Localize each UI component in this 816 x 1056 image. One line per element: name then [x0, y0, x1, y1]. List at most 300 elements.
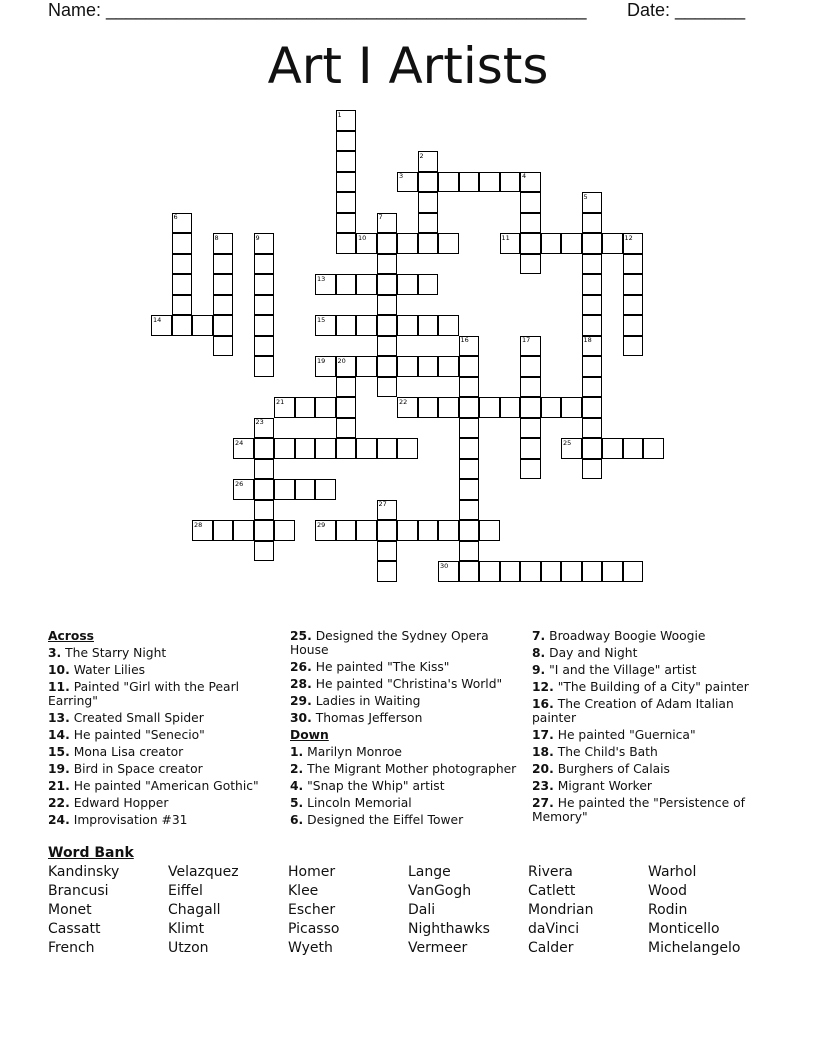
grid-cell[interactable]: [336, 377, 357, 398]
word-bank-word: Velazquez: [168, 864, 239, 880]
grid-cell[interactable]: [438, 520, 459, 541]
grid-cell[interactable]: [582, 438, 603, 459]
grid-cell[interactable]: [377, 315, 398, 336]
word-bank-word: Michelangelo: [648, 940, 741, 956]
grid-cell[interactable]: [213, 520, 234, 541]
grid-cell[interactable]: [172, 295, 193, 316]
down-heading: Down: [290, 728, 329, 742]
clue-text: Broadway Boogie Woogie: [545, 629, 706, 643]
clue-item: [532, 697, 764, 725]
grid-cell[interactable]: [377, 295, 398, 316]
word-bank-column: [288, 863, 408, 958]
clue-text: He painted "Christina's World": [311, 677, 503, 691]
clue-text: Day and Night: [545, 646, 638, 660]
grid-cell[interactable]: [582, 397, 603, 418]
grid-cell[interactable]: [479, 397, 500, 418]
clue-text: The Starry Night: [61, 646, 167, 660]
grid-cell[interactable]: [582, 274, 603, 295]
clue-number-label: 3.: [48, 646, 62, 660]
grid-cell[interactable]: [254, 438, 275, 459]
clue-number: 26: [235, 479, 244, 488]
clue-number-label: 12.: [532, 680, 554, 694]
clue-text: The Child's Bath: [553, 745, 658, 759]
clue-item: [48, 745, 280, 759]
clue-number: 29: [317, 520, 326, 529]
word-bank-word: Calder: [528, 940, 574, 956]
grid-cell[interactable]: [582, 295, 603, 316]
clue-item: [48, 711, 280, 725]
grid-cell[interactable]: [520, 254, 541, 275]
grid-cell[interactable]: [254, 274, 275, 295]
grid-cell[interactable]: [336, 192, 357, 213]
clue-item: [48, 796, 280, 810]
grid-cell[interactable]: [582, 459, 603, 480]
word-bank-word: Monet: [48, 902, 92, 918]
clue-number: 8: [214, 233, 219, 242]
grid-cell[interactable]: [397, 520, 418, 541]
grid-cell[interactable]: [356, 315, 377, 336]
grid-cell[interactable]: [254, 254, 275, 275]
grid-cell[interactable]: [418, 356, 439, 377]
grid-cell[interactable]: [397, 315, 418, 336]
grid-cell[interactable]: [520, 356, 541, 377]
grid-cell[interactable]: [172, 254, 193, 275]
grid-cell[interactable]: [397, 233, 418, 254]
clue-number: 6: [173, 213, 178, 221]
clue-number: 12: [624, 233, 633, 242]
word-bank-column: [408, 863, 528, 958]
clues-column-1: [48, 629, 280, 830]
clue-number-label: 7.: [532, 629, 546, 643]
grid-cell[interactable]: [254, 336, 275, 357]
grid-cell[interactable]: [356, 520, 377, 541]
clue-item: [532, 745, 764, 759]
grid-cell[interactable]: [582, 418, 603, 439]
clue-text: Water Lilies: [69, 663, 146, 677]
grid-cell[interactable]: [377, 541, 398, 562]
grid-cell[interactable]: [315, 438, 336, 459]
clue-item: [532, 728, 764, 742]
grid-cell[interactable]: [459, 561, 480, 582]
clue-number-label: 8.: [532, 646, 546, 660]
grid-cell[interactable]: [602, 561, 623, 582]
grid-cell[interactable]: [602, 438, 623, 459]
clue-text: He painted "Guernica": [553, 728, 696, 742]
grid-cell[interactable]: [561, 397, 582, 418]
grid-cell[interactable]: [254, 315, 275, 336]
grid-cell[interactable]: [336, 438, 357, 459]
grid-cell[interactable]: [377, 274, 398, 295]
grid-cell[interactable]: [213, 254, 234, 275]
grid-cell[interactable]: [254, 541, 275, 562]
clue-item: [532, 779, 764, 793]
word-bank-column: [48, 863, 168, 958]
clue-item: [48, 813, 280, 827]
grid-cell[interactable]: [479, 561, 500, 582]
grid-cell[interactable]: [520, 459, 541, 480]
clue-number: 4: [522, 172, 527, 180]
clue-number: 16: [460, 336, 469, 344]
grid-cell[interactable]: [438, 397, 459, 418]
grid-cell[interactable]: [336, 172, 357, 193]
grid-cell[interactable]: [520, 418, 541, 439]
clue-text: "Snap the Whip" artist: [303, 779, 445, 793]
clue-number: 23: [255, 418, 264, 426]
grid-cell[interactable]: [274, 438, 295, 459]
grid-cell[interactable]: [377, 561, 398, 582]
word-bank-word: Catlett: [528, 883, 576, 899]
clue-text: He painted the "Persistence of Memory": [532, 796, 745, 824]
clue-text: Bird in Space creator: [69, 762, 203, 776]
clue-number-label: 11.: [48, 680, 70, 694]
clue-text: The Creation of Adam Italian painter: [532, 697, 734, 725]
grid-cell[interactable]: [459, 541, 480, 562]
clue-number: 11: [501, 233, 510, 242]
clue-item: [290, 677, 522, 691]
word-bank-word: Wood: [648, 883, 688, 899]
grid-cell[interactable]: [254, 295, 275, 316]
clue-number-label: 16.: [532, 697, 554, 711]
grid-cell[interactable]: [418, 520, 439, 541]
grid-cell[interactable]: [500, 397, 521, 418]
grid-cell[interactable]: [336, 274, 357, 295]
clue-number: 30: [440, 561, 449, 570]
grid-cell[interactable]: [377, 356, 398, 377]
word-bank-word: Vermeer: [408, 940, 468, 956]
clue-text: He painted "American Gothic": [69, 779, 259, 793]
clue-number: 3: [399, 172, 404, 180]
grid-cell[interactable]: [254, 459, 275, 480]
grid-cell[interactable]: [459, 500, 480, 521]
clue-number-label: 13.: [48, 711, 70, 725]
grid-cell[interactable]: [520, 213, 541, 234]
clue-item: [532, 663, 764, 677]
grid-cell[interactable]: [418, 172, 439, 193]
grid-cell[interactable]: [336, 397, 357, 418]
grid-cell[interactable]: [418, 397, 439, 418]
clue-text: Mona Lisa creator: [69, 745, 184, 759]
grid-cell[interactable]: [541, 561, 562, 582]
word-bank-word: daVinci: [528, 921, 580, 937]
clue-number-label: 21.: [48, 779, 70, 793]
clue-item: [290, 796, 522, 810]
clue-text: Painted "Girl with the Pearl Earring": [48, 680, 240, 708]
grid-cell[interactable]: [254, 356, 275, 377]
clue-text: Designed the Sydney Opera House: [290, 629, 489, 657]
clue-number: 25: [563, 438, 572, 447]
grid-cell[interactable]: [459, 459, 480, 480]
grid-cell[interactable]: [377, 254, 398, 275]
word-bank-word: Cassatt: [48, 921, 101, 937]
grid-cell[interactable]: [418, 274, 439, 295]
grid-cell[interactable]: [336, 233, 357, 254]
clue-number: 10: [358, 233, 367, 242]
clue-number: 2: [419, 151, 424, 160]
grid-cell[interactable]: [377, 438, 398, 459]
clue-number-label: 19.: [48, 762, 70, 776]
clue-item: [290, 711, 522, 725]
grid-cell[interactable]: [459, 438, 480, 459]
grid-cell[interactable]: [315, 397, 336, 418]
grid-cell[interactable]: [623, 315, 644, 336]
grid-cell[interactable]: [254, 500, 275, 521]
grid-cell[interactable]: [213, 295, 234, 316]
clue-number-label: 20.: [532, 762, 554, 776]
clue-item: [290, 629, 522, 657]
grid-cell[interactable]: [520, 397, 541, 418]
clue-number-label: 17.: [532, 728, 554, 742]
clue-number: 15: [317, 315, 326, 324]
grid-cell[interactable]: [213, 274, 234, 295]
clue-item: [290, 762, 522, 776]
clue-text: Ladies in Waiting: [311, 694, 421, 708]
clue-number: 5: [583, 192, 588, 201]
grid-cell[interactable]: [377, 377, 398, 398]
grid-cell[interactable]: [643, 438, 664, 459]
grid-cell[interactable]: [356, 356, 377, 377]
grid-cell[interactable]: [459, 377, 480, 398]
grid-cell[interactable]: [479, 520, 500, 541]
clue-number: 24: [235, 438, 244, 447]
clue-number: 14: [153, 315, 162, 324]
word-bank-heading: Word Bank: [48, 845, 134, 861]
grid-cell[interactable]: [336, 315, 357, 336]
grid-cell[interactable]: [377, 233, 398, 254]
grid-cell[interactable]: [172, 315, 193, 336]
clue-number: 1: [337, 110, 342, 119]
clue-number: 27: [378, 500, 387, 508]
word-bank-word: Eiffel: [168, 883, 203, 899]
grid-cell[interactable]: [623, 561, 644, 582]
grid-cell[interactable]: [295, 397, 316, 418]
clue-number: 19: [317, 356, 326, 365]
clue-number-label: 23.: [532, 779, 554, 793]
grid-cell[interactable]: [479, 172, 500, 193]
grid-cell[interactable]: [438, 356, 459, 377]
word-bank-word: Warhol: [648, 864, 697, 880]
clue-item: [48, 779, 280, 793]
clue-number-label: 10.: [48, 663, 70, 677]
grid-cell[interactable]: [500, 561, 521, 582]
clue-item: [290, 779, 522, 793]
clue-number: 17: [522, 336, 531, 344]
clue-text: Burghers of Calais: [553, 762, 670, 776]
grid-cell[interactable]: [397, 356, 418, 377]
clue-number-label: 29.: [290, 694, 312, 708]
grid-cell[interactable]: [459, 172, 480, 193]
clue-item: [290, 694, 522, 708]
word-bank-word: Klee: [288, 883, 319, 899]
clue-item: [532, 680, 764, 694]
grid-cell[interactable]: [418, 233, 439, 254]
clue-text: "The Building of a City" painter: [553, 680, 749, 694]
clue-number-label: 4.: [290, 779, 304, 793]
grid-cell[interactable]: [356, 274, 377, 295]
word-bank-word: Rivera: [528, 864, 573, 880]
clue-text: Migrant Worker: [553, 779, 652, 793]
grid-cell[interactable]: [541, 397, 562, 418]
grid-cell[interactable]: [315, 479, 336, 500]
clue-text: The Migrant Mother photographer: [303, 762, 517, 776]
grid-cell[interactable]: [623, 254, 644, 275]
grid-cell[interactable]: [582, 561, 603, 582]
clue-number-label: 5.: [290, 796, 304, 810]
grid-cell[interactable]: [192, 315, 213, 336]
word-bank-word: Nighthawks: [408, 921, 490, 937]
word-bank-word: Homer: [288, 864, 336, 880]
word-bank-column: [168, 863, 288, 958]
clues-column-2: [290, 629, 522, 830]
clue-item: [532, 629, 764, 643]
grid-cell[interactable]: [336, 151, 357, 172]
clue-number: 7: [378, 213, 383, 221]
grid-cell[interactable]: [459, 479, 480, 500]
grid-cell[interactable]: [561, 233, 582, 254]
clue-text: Marilyn Monroe: [303, 745, 402, 759]
grid-cell[interactable]: [274, 479, 295, 500]
word-bank-word: Chagall: [168, 902, 221, 918]
grid-cell[interactable]: [438, 233, 459, 254]
clue-text: He painted "Senecio": [69, 728, 205, 742]
clue-number-label: 14.: [48, 728, 70, 742]
clue-number-label: 15.: [48, 745, 70, 759]
grid-cell[interactable]: [623, 295, 644, 316]
grid-cell[interactable]: [438, 315, 459, 336]
word-bank-word: Kandinsky: [48, 864, 120, 880]
grid-cell[interactable]: [397, 274, 418, 295]
clue-number: 22: [399, 397, 408, 406]
grid-cell[interactable]: [336, 213, 357, 234]
clue-number-label: 24.: [48, 813, 70, 827]
clue-text: Lincoln Memorial: [303, 796, 412, 810]
clue-text: Created Small Spider: [69, 711, 204, 725]
clue-text: Designed the Eiffel Tower: [303, 813, 464, 827]
grid-cell[interactable]: [582, 213, 603, 234]
clue-item: [48, 680, 280, 708]
word-bank-column: [648, 863, 768, 958]
grid-cell[interactable]: [233, 520, 254, 541]
grid-cell[interactable]: [254, 479, 275, 500]
grid-cell[interactable]: [623, 274, 644, 295]
clue-number: 20: [337, 356, 346, 365]
clue-number-label: 18.: [532, 745, 554, 759]
grid-cell[interactable]: [172, 233, 193, 254]
word-bank-word: VanGogh: [408, 883, 472, 899]
grid-cell[interactable]: [356, 438, 377, 459]
clue-number-label: 6.: [290, 813, 304, 827]
word-bank-word: Monticello: [648, 921, 720, 937]
clue-number-label: 22.: [48, 796, 70, 810]
word-bank-word: Dali: [408, 902, 436, 918]
word-bank-column: [528, 863, 648, 958]
clues-column-3: [532, 629, 764, 827]
grid-cell[interactable]: [172, 274, 193, 295]
grid-cell[interactable]: [582, 254, 603, 275]
grid-cell[interactable]: [254, 520, 275, 541]
clue-text: Edward Hopper: [69, 796, 169, 810]
grid-cell[interactable]: [459, 418, 480, 439]
grid-cell[interactable]: [213, 336, 234, 357]
clue-item: [48, 728, 280, 742]
clue-number-label: 2.: [290, 762, 304, 776]
grid-cell[interactable]: [561, 561, 582, 582]
word-bank-word: French: [48, 940, 95, 956]
word-bank-word: Brancusi: [48, 883, 109, 899]
grid-cell[interactable]: [295, 438, 316, 459]
grid-cell[interactable]: [520, 377, 541, 398]
grid-cell[interactable]: [459, 397, 480, 418]
clue-number: 18: [583, 336, 592, 344]
grid-cell[interactable]: [336, 418, 357, 439]
clue-item: [532, 796, 764, 824]
date-field-label: Date: _______: [627, 0, 746, 20]
clue-text: Improvisation #31: [69, 813, 188, 827]
grid-cell[interactable]: [520, 561, 541, 582]
clue-item: [532, 762, 764, 776]
clue-number: 9: [255, 233, 260, 242]
across-heading: Across: [48, 629, 94, 643]
clue-number-label: 30.: [290, 711, 312, 725]
clue-number: 13: [317, 274, 326, 283]
grid-cell[interactable]: [418, 213, 439, 234]
clue-number-label: 9.: [532, 663, 546, 677]
clue-text: "I and the Village" artist: [545, 663, 697, 677]
grid-cell[interactable]: [377, 336, 398, 357]
grid-cell[interactable]: [336, 520, 357, 541]
clue-number: 21: [276, 397, 285, 406]
grid-cell[interactable]: [500, 172, 521, 193]
grid-cell[interactable]: [336, 131, 357, 152]
grid-cell[interactable]: [623, 438, 644, 459]
word-bank-word: Klimt: [168, 921, 205, 937]
word-bank-word: Rodin: [648, 902, 688, 918]
grid-cell[interactable]: [582, 315, 603, 336]
word-bank-word: Escher: [288, 902, 336, 918]
grid-cell[interactable]: [582, 377, 603, 398]
word-bank-word: Lange: [408, 864, 451, 880]
word-bank-word: Mondrian: [528, 902, 594, 918]
word-bank-word: Picasso: [288, 921, 340, 937]
clue-item: [48, 646, 280, 660]
grid-cell[interactable]: [274, 520, 295, 541]
grid-cell[interactable]: [582, 356, 603, 377]
grid-cell[interactable]: [520, 438, 541, 459]
grid-cell[interactable]: [295, 479, 316, 500]
grid-cell[interactable]: [541, 233, 562, 254]
word-bank-word: Wyeth: [288, 940, 333, 956]
grid-cell[interactable]: [602, 233, 623, 254]
clue-number-label: 26.: [290, 660, 312, 674]
grid-cell[interactable]: [520, 192, 541, 213]
clue-item: [290, 660, 522, 674]
grid-cell[interactable]: [459, 356, 480, 377]
grid-cell[interactable]: [438, 172, 459, 193]
clue-text: Thomas Jefferson: [311, 711, 423, 725]
clue-number: 28: [194, 520, 203, 529]
clue-item: [48, 762, 280, 776]
grid-cell[interactable]: [397, 438, 418, 459]
grid-cell[interactable]: [213, 315, 234, 336]
grid-cell[interactable]: [418, 192, 439, 213]
grid-cell[interactable]: [377, 520, 398, 541]
clue-item: [48, 663, 280, 677]
grid-cell[interactable]: [582, 233, 603, 254]
grid-cell[interactable]: [520, 233, 541, 254]
grid-cell[interactable]: [623, 336, 644, 357]
grid-cell[interactable]: [459, 520, 480, 541]
grid-cell[interactable]: [418, 315, 439, 336]
name-field-label: Name: ________________________________________________: [48, 0, 587, 20]
